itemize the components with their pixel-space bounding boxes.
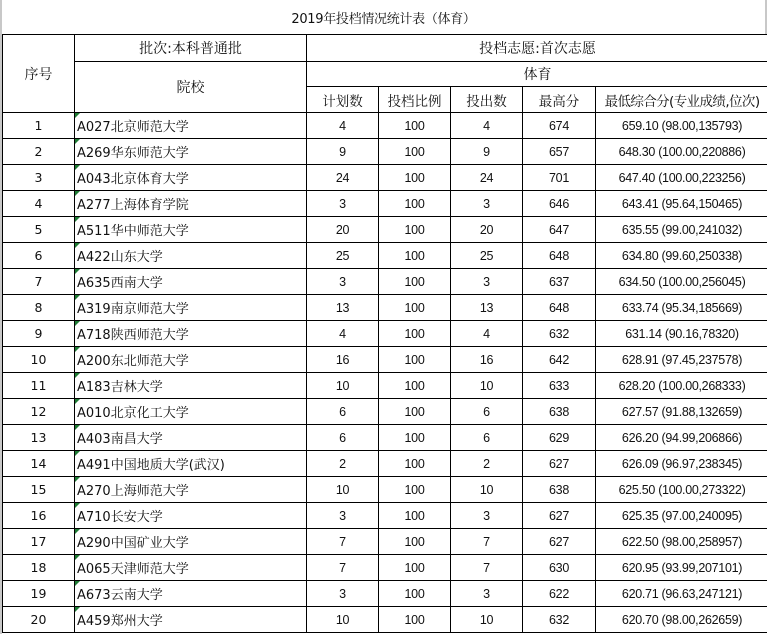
school-name: A635西南大学 (77, 276, 163, 291)
table-row (3, 425, 767, 451)
cell-seq[interactable]: 20 (3, 607, 75, 633)
cell-max[interactable]: 648 (523, 243, 596, 269)
table-row (3, 347, 767, 373)
cell-ratio[interactable]: 100 (379, 529, 451, 555)
table-row (3, 243, 767, 269)
cell-out[interactable]: 3 (451, 191, 523, 217)
text-number-flag-icon (75, 295, 80, 300)
school-name: A710长安大学 (77, 510, 163, 525)
cell-plan[interactable]: 6 (307, 425, 379, 451)
cell-school[interactable] (75, 581, 307, 607)
cell-ratio[interactable]: 100 (379, 243, 451, 269)
cell-out[interactable]: 20 (451, 217, 523, 243)
table-row (3, 191, 767, 217)
text-number-flag-icon (75, 165, 80, 170)
text-number-flag-icon (75, 113, 80, 118)
cell-plan[interactable]: 16 (307, 347, 379, 373)
cell-out[interactable]: 2 (451, 451, 523, 477)
cell-min[interactable]: 647.40 (100.00,223256) (596, 165, 767, 191)
cell-school[interactable] (75, 503, 307, 529)
cell-school[interactable] (75, 555, 307, 581)
cell-ratio[interactable]: 100 (379, 113, 451, 139)
school-name: A277上海体育学院 (77, 198, 189, 213)
cell-plan[interactable]: 10 (307, 373, 379, 399)
cell-out[interactable]: 24 (451, 165, 523, 191)
cell-max[interactable]: 627 (523, 503, 596, 529)
cell-out[interactable]: 16 (451, 347, 523, 373)
table-row (3, 373, 767, 399)
cell-school[interactable] (75, 191, 307, 217)
table-row (3, 217, 767, 243)
cell-school[interactable] (75, 269, 307, 295)
cell-plan[interactable]: 7 (307, 555, 379, 581)
cell-school[interactable] (75, 607, 307, 633)
cell-ratio[interactable]: 100 (379, 295, 451, 321)
cell-plan[interactable]: 10 (307, 607, 379, 633)
cell-plan[interactable]: 4 (307, 113, 379, 139)
cell-plan[interactable]: 3 (307, 269, 379, 295)
cell-max[interactable]: 638 (523, 399, 596, 425)
cell-seq[interactable]: 2 (3, 139, 75, 165)
cell-school[interactable] (75, 529, 307, 555)
cell-school[interactable] (75, 321, 307, 347)
cell-min[interactable]: 620.71 (96.63,247121) (596, 581, 767, 607)
text-number-flag-icon (75, 607, 80, 612)
text-number-flag-icon (75, 373, 80, 378)
cell-plan[interactable]: 3 (307, 581, 379, 607)
text-number-flag-icon (75, 581, 80, 586)
cell-out[interactable]: 3 (451, 269, 523, 295)
header-volunteer[interactable]: 投档志愿:首次志愿 (307, 35, 767, 62)
cell-ratio[interactable]: 100 (379, 139, 451, 165)
school-name: A403南昌大学 (77, 432, 163, 447)
cell-min[interactable]: 634.50 (100.00,256045) (596, 269, 767, 295)
table-row (3, 295, 767, 321)
table-row (3, 607, 767, 633)
school-name: A718陕西师范大学 (77, 328, 189, 343)
text-number-flag-icon (75, 269, 80, 274)
cell-plan[interactable]: 20 (307, 217, 379, 243)
cell-seq[interactable]: 7 (3, 269, 75, 295)
cell-ratio[interactable]: 100 (379, 503, 451, 529)
cell-max[interactable]: 627 (523, 451, 596, 477)
cell-seq[interactable]: 1 (3, 113, 75, 139)
text-number-flag-icon (75, 555, 80, 560)
table-title: 2019年投档情况统计表（体育） (2, 0, 767, 35)
header-min[interactable]: 最低综合分(专业成绩,位次) (596, 87, 767, 113)
table-row (3, 321, 767, 347)
cell-seq[interactable]: 5 (3, 217, 75, 243)
cell-seq[interactable]: 6 (3, 243, 75, 269)
cell-max[interactable]: 632 (523, 321, 596, 347)
cell-school[interactable] (75, 139, 307, 165)
cell-seq[interactable]: 17 (3, 529, 75, 555)
cell-max[interactable]: 633 (523, 373, 596, 399)
cell-min[interactable]: 631.14 (90.16,78320) (596, 321, 767, 347)
cell-max[interactable]: 630 (523, 555, 596, 581)
cell-out[interactable]: 3 (451, 581, 523, 607)
school-name: A422山东大学 (77, 250, 163, 265)
cell-seq[interactable]: 11 (3, 373, 75, 399)
cell-max[interactable]: 622 (523, 581, 596, 607)
school-name: A200东北师范大学 (77, 354, 189, 369)
cell-school[interactable] (75, 165, 307, 191)
table-row (3, 113, 767, 139)
cell-seq[interactable]: 15 (3, 477, 75, 503)
cell-out[interactable]: 6 (451, 399, 523, 425)
cell-school[interactable] (75, 347, 307, 373)
cell-min[interactable]: 635.55 (99.00,241032) (596, 217, 767, 243)
cell-ratio[interactable]: 100 (379, 607, 451, 633)
text-number-flag-icon (75, 217, 80, 222)
cell-min[interactable]: 625.50 (100.00,273322) (596, 477, 767, 503)
cell-out[interactable]: 25 (451, 243, 523, 269)
cell-min[interactable]: 626.09 (96.97,238345) (596, 451, 767, 477)
table-row (3, 503, 767, 529)
cell-ratio[interactable]: 100 (379, 373, 451, 399)
cell-min[interactable]: 627.57 (91.88,132659) (596, 399, 767, 425)
cell-seq[interactable]: 18 (3, 555, 75, 581)
cell-school[interactable] (75, 425, 307, 451)
cell-school[interactable] (75, 113, 307, 139)
text-number-flag-icon (75, 139, 80, 144)
text-number-flag-icon (75, 191, 80, 196)
school-name: A511华中师范大学 (77, 224, 189, 239)
table-row (3, 555, 767, 581)
cell-min[interactable]: 628.20 (100.00,268333) (596, 373, 767, 399)
cell-ratio[interactable]: 100 (379, 269, 451, 295)
cell-school[interactable] (75, 243, 307, 269)
cell-min[interactable]: 648.30 (100.00,220886) (596, 139, 767, 165)
table-row (3, 139, 767, 165)
text-number-flag-icon (75, 399, 80, 404)
school-name: A010北京化工大学 (77, 406, 189, 421)
cell-plan[interactable]: 2 (307, 451, 379, 477)
table-row (3, 529, 767, 555)
cell-min[interactable]: 634.80 (99.60,250338) (596, 243, 767, 269)
cell-out[interactable]: 10 (451, 477, 523, 503)
table-row (3, 477, 767, 503)
school-name: A027北京师范大学 (77, 120, 189, 135)
header-school[interactable]: 院校 (75, 62, 307, 113)
cell-max[interactable]: 674 (523, 113, 596, 139)
cell-plan[interactable]: 24 (307, 165, 379, 191)
text-number-flag-icon (75, 347, 80, 352)
cell-min[interactable]: 633.74 (95.34,185669) (596, 295, 767, 321)
cell-max[interactable]: 701 (523, 165, 596, 191)
cell-school[interactable] (75, 373, 307, 399)
table-row (3, 165, 767, 191)
cell-school[interactable] (75, 477, 307, 503)
cell-seq[interactable]: 9 (3, 321, 75, 347)
cell-plan[interactable]: 13 (307, 295, 379, 321)
cell-seq[interactable]: 14 (3, 451, 75, 477)
cell-out[interactable]: 10 (451, 373, 523, 399)
cell-seq[interactable]: 16 (3, 503, 75, 529)
cell-plan[interactable]: 3 (307, 503, 379, 529)
cell-school[interactable] (75, 295, 307, 321)
text-number-flag-icon (75, 243, 80, 248)
school-name: A673云南大学 (77, 588, 163, 603)
school-name: A319南京师范大学 (77, 302, 189, 317)
cell-plan[interactable]: 9 (307, 139, 379, 165)
cell-min[interactable]: 620.70 (98.00,262659) (596, 607, 767, 633)
cell-school[interactable] (75, 217, 307, 243)
cell-ratio[interactable]: 100 (379, 321, 451, 347)
cell-out[interactable]: 13 (451, 295, 523, 321)
admission-table (2, 34, 767, 633)
cell-out[interactable]: 7 (451, 529, 523, 555)
cell-out[interactable]: 10 (451, 607, 523, 633)
school-name: A269华东师范大学 (77, 146, 189, 161)
cell-max[interactable]: 646 (523, 191, 596, 217)
cell-plan[interactable]: 7 (307, 529, 379, 555)
cell-min[interactable]: 625.35 (97.00,240095) (596, 503, 767, 529)
table-row (3, 581, 767, 607)
cell-seq[interactable]: 19 (3, 581, 75, 607)
text-number-flag-icon (75, 503, 80, 508)
cell-min[interactable]: 659.10 (98.00,135793) (596, 113, 767, 139)
cell-school[interactable] (75, 399, 307, 425)
cell-max[interactable]: 629 (523, 425, 596, 451)
cell-ratio[interactable]: 100 (379, 399, 451, 425)
header-seq[interactable]: 序号 (3, 35, 75, 113)
cell-ratio[interactable]: 100 (379, 555, 451, 581)
cell-plan[interactable]: 10 (307, 477, 379, 503)
cell-max[interactable]: 642 (523, 347, 596, 373)
table-body (3, 113, 767, 633)
cell-seq[interactable]: 13 (3, 425, 75, 451)
text-number-flag-icon (75, 451, 80, 456)
cell-out[interactable]: 6 (451, 425, 523, 451)
table-row (3, 451, 767, 477)
cell-max[interactable]: 657 (523, 139, 596, 165)
cell-seq[interactable]: 3 (3, 165, 75, 191)
school-name: A270上海师范大学 (77, 484, 189, 499)
cell-ratio[interactable]: 100 (379, 347, 451, 373)
cell-seq[interactable]: 8 (3, 295, 75, 321)
cell-plan[interactable]: 6 (307, 399, 379, 425)
text-number-flag-icon (75, 477, 80, 482)
school-name: A183吉林大学 (77, 380, 163, 395)
cell-min[interactable]: 626.20 (94.99,206866) (596, 425, 767, 451)
cell-ratio[interactable]: 100 (379, 477, 451, 503)
cell-max[interactable]: 632 (523, 607, 596, 633)
cell-min[interactable]: 622.50 (98.00,258957) (596, 529, 767, 555)
cell-ratio[interactable]: 100 (379, 581, 451, 607)
cell-ratio[interactable]: 100 (379, 425, 451, 451)
cell-plan[interactable]: 4 (307, 321, 379, 347)
cell-out[interactable]: 4 (451, 113, 523, 139)
cell-seq[interactable]: 4 (3, 191, 75, 217)
cell-min[interactable]: 628.91 (97.45,237578) (596, 347, 767, 373)
cell-max[interactable]: 627 (523, 529, 596, 555)
header-out[interactable]: 投出数 (451, 87, 523, 113)
school-name: A491中国地质大学(武汉) (77, 458, 225, 473)
table-row (3, 399, 767, 425)
cell-max[interactable]: 648 (523, 295, 596, 321)
school-name: A043北京体育大学 (77, 172, 189, 187)
cell-ratio[interactable]: 100 (379, 191, 451, 217)
cell-ratio[interactable]: 100 (379, 217, 451, 243)
cell-seq[interactable]: 10 (3, 347, 75, 373)
school-name: A290中国矿业大学 (77, 536, 189, 551)
cell-max[interactable]: 637 (523, 269, 596, 295)
cell-max[interactable]: 638 (523, 477, 596, 503)
cell-school[interactable] (75, 451, 307, 477)
text-number-flag-icon (75, 529, 80, 534)
text-number-flag-icon (75, 425, 80, 430)
cell-min[interactable]: 620.95 (93.99,207101) (596, 555, 767, 581)
cell-out[interactable]: 4 (451, 321, 523, 347)
cell-out[interactable]: 3 (451, 503, 523, 529)
school-name: A065天津师范大学 (77, 562, 189, 577)
cell-ratio[interactable]: 100 (379, 451, 451, 477)
header-plan[interactable]: 计划数 (307, 87, 379, 113)
table-row (3, 269, 767, 295)
header-ratio[interactable]: 投档比例 (379, 87, 451, 113)
cell-max[interactable]: 647 (523, 217, 596, 243)
text-number-flag-icon (75, 321, 80, 326)
header-batch[interactable]: 批次:本科普通批 (75, 35, 307, 62)
cell-out[interactable]: 7 (451, 555, 523, 581)
header-category[interactable]: 体育 (307, 62, 767, 87)
cell-plan[interactable]: 25 (307, 243, 379, 269)
cell-seq[interactable]: 12 (3, 399, 75, 425)
cell-min[interactable]: 643.41 (95.64,150465) (596, 191, 767, 217)
cell-ratio[interactable]: 100 (379, 165, 451, 191)
cell-plan[interactable]: 3 (307, 191, 379, 217)
cell-out[interactable]: 9 (451, 139, 523, 165)
school-name: A459郑州大学 (77, 614, 163, 629)
header-max[interactable]: 最高分 (523, 87, 596, 113)
